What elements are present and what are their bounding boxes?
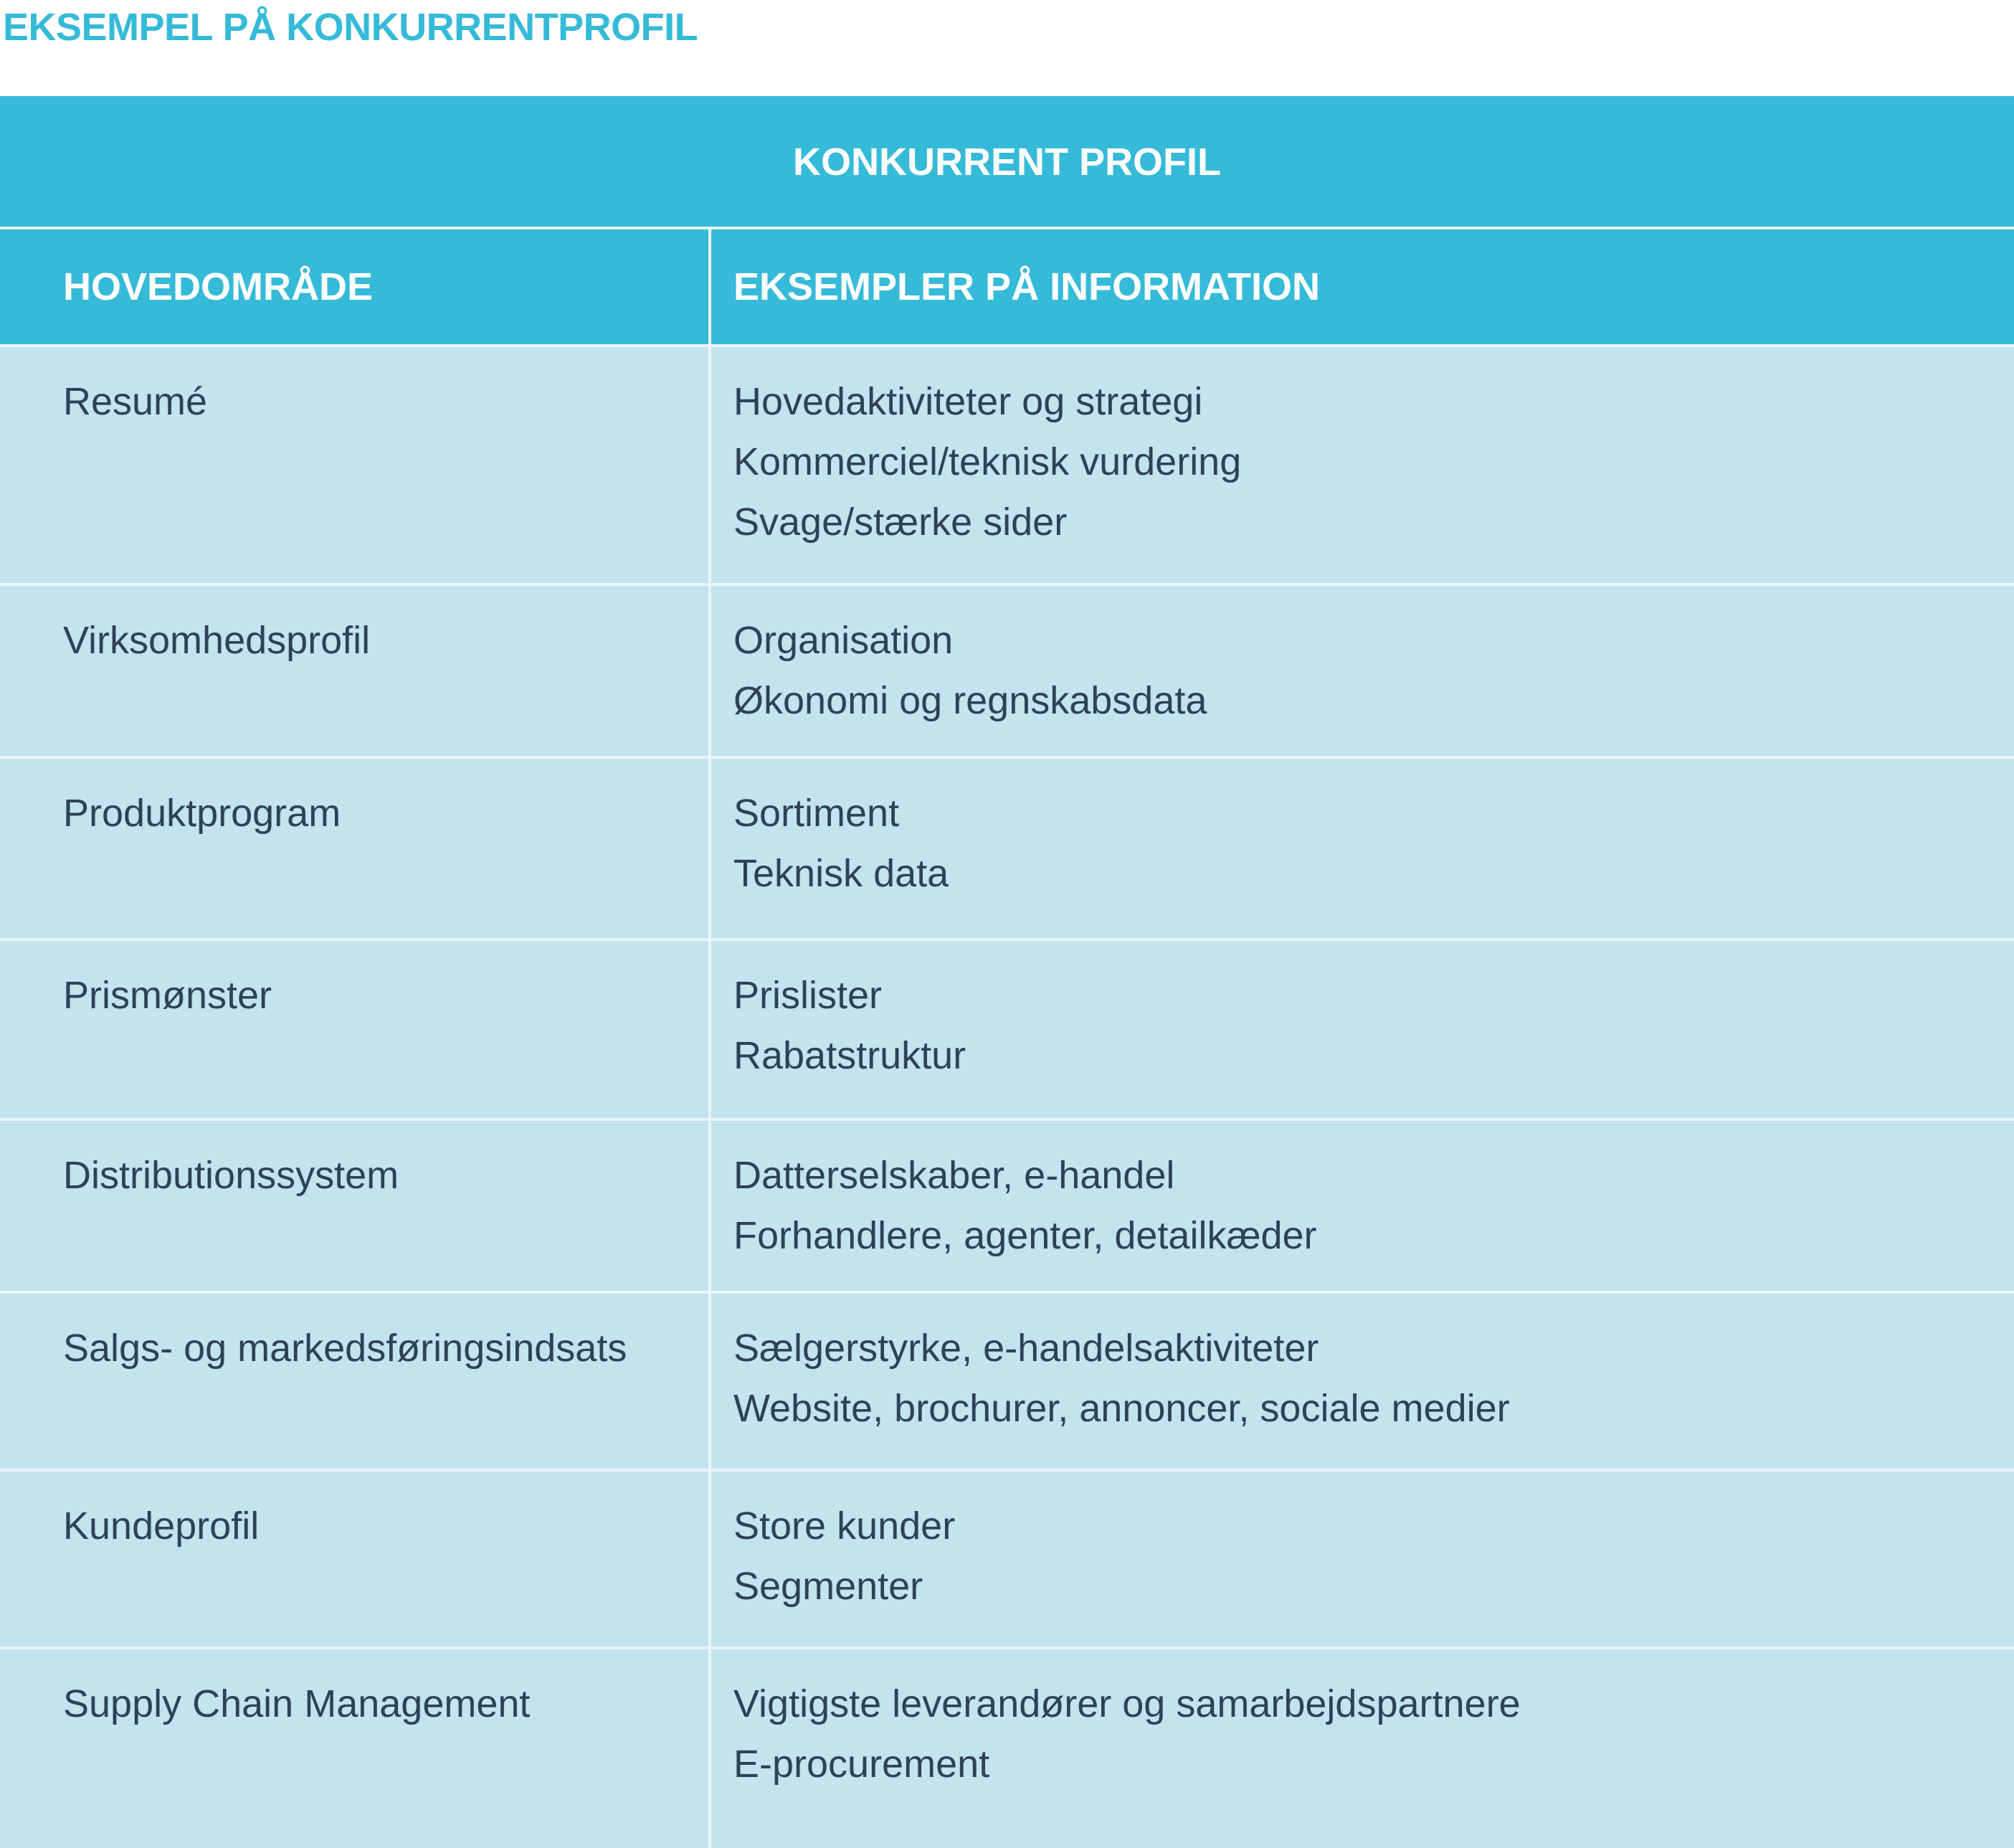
row-info <box>733 1145 1317 1266</box>
info-line: Segmenter <box>733 1565 923 1608</box>
header-info: EKSEMPLER PÅ INFORMATION <box>733 265 1321 308</box>
info-line: Website, brochurer, annoncer, sociale medier <box>733 1387 1510 1430</box>
info-line: Hovedaktiviteter og strategi <box>733 380 1203 423</box>
row-info <box>733 783 949 904</box>
table-row <box>0 1649 2014 1848</box>
row-area: Salgs- og markedsføringsindsats <box>63 1327 627 1370</box>
info-line: Organisation <box>733 619 954 662</box>
table-row <box>0 586 2014 756</box>
table-header-row <box>0 229 2014 344</box>
info-line: Sortiment <box>733 792 900 835</box>
row-area: Produktprogram <box>63 792 341 835</box>
info-line: Rabatstruktur <box>733 1034 966 1077</box>
table-row <box>0 1472 2014 1646</box>
table-row <box>0 1121 2014 1291</box>
page-title: EKSEMPEL PÅ KONKURRENTPROFIL <box>3 6 698 49</box>
info-line: Datterselskaber, e-handel <box>733 1154 1175 1197</box>
row-info <box>733 1318 1510 1439</box>
row-area: Resumé <box>63 380 208 423</box>
info-line: Kommerciel/teknisk vurdering <box>733 440 1242 483</box>
table-row <box>0 1294 2014 1469</box>
table-row <box>0 347 2014 583</box>
row-area: Virksomhedsprofil <box>63 619 371 662</box>
info-line: Økonomi og regnskabsdata <box>733 679 1207 722</box>
divider <box>0 227 2014 229</box>
row-info <box>733 1496 955 1616</box>
row-area: Kundeprofil <box>63 1505 260 1548</box>
info-line: Teknisk data <box>733 852 949 895</box>
table-banner: KONKURRENT PROFIL <box>0 96 2014 228</box>
table-row <box>0 941 2014 1118</box>
info-line: Forhandlere, agenter, detailkæder <box>733 1214 1317 1257</box>
row-info <box>733 1674 1521 1794</box>
row-info <box>733 371 1241 552</box>
info-line: Sælgerstyrke, e-handelsaktiviteter <box>733 1327 1319 1370</box>
info-line: Svage/stærke sider <box>733 501 1068 544</box>
row-area: Supply Chain Management <box>63 1682 531 1725</box>
info-line: E-procurement <box>733 1743 990 1786</box>
header-area: HOVEDOMRÅDE <box>63 265 374 308</box>
row-area: Prismønster <box>63 974 272 1017</box>
row-area: Distributionssystem <box>63 1154 399 1197</box>
info-line: Vigtigste leverandører og samarbejdspartnere <box>733 1682 1521 1725</box>
competitor-profile-table <box>0 96 2014 1848</box>
info-line: Store kunder <box>733 1505 956 1548</box>
row-info <box>733 610 1207 731</box>
table-row <box>0 759 2014 938</box>
info-line: Prislister <box>733 974 883 1017</box>
row-info <box>733 965 966 1086</box>
